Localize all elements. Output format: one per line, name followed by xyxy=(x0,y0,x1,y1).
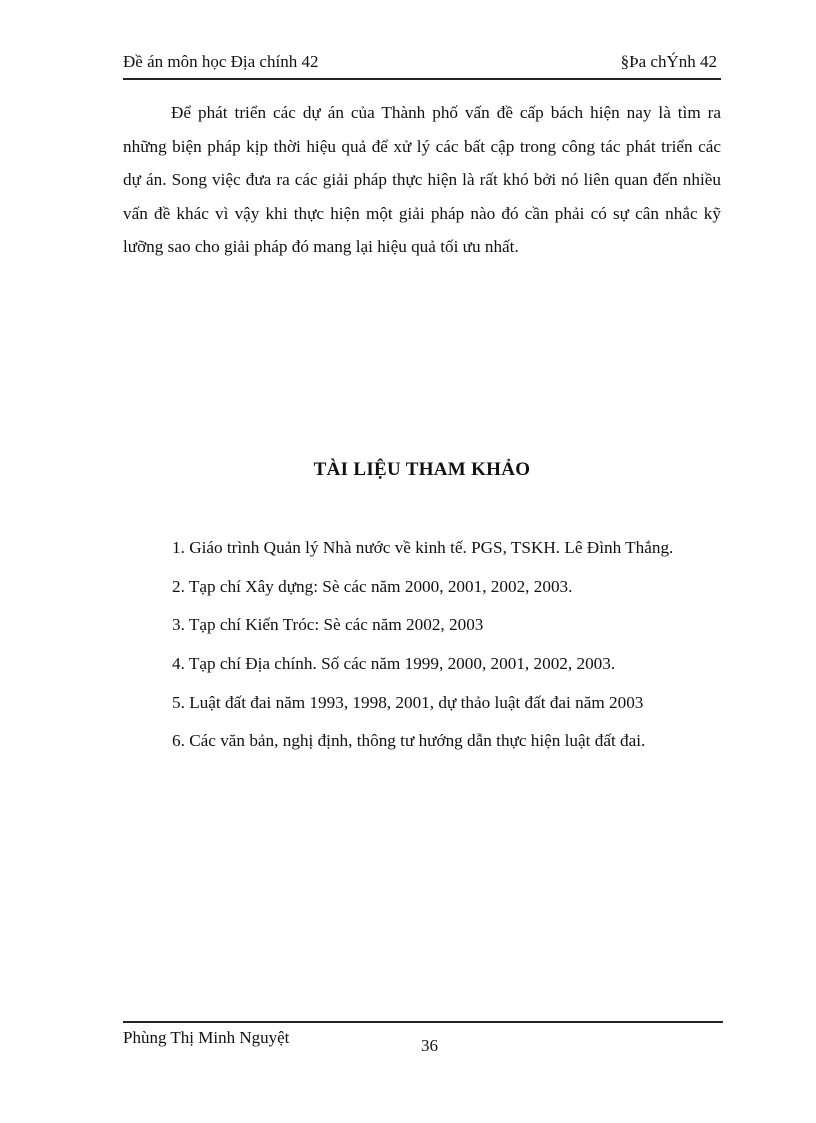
header-course: §Þa chÝnh 42 xyxy=(620,52,717,71)
page-number: 36 xyxy=(421,1036,438,1055)
references-list xyxy=(172,537,732,769)
footer-author: Phùng Thị Minh Nguyệt xyxy=(123,1028,290,1047)
reference-item: 3. Tạp chí Kiến Tróc: Sè các năm 2002, 2003 xyxy=(172,615,484,635)
reference-item: 6. Các văn bản, nghị định, thông tư hướng dẫn thực hiện luật đất đai. xyxy=(172,731,646,751)
reference-item: 4. Tạp chí Địa chính. Số các năm 1999, 2000, 2001, 2002, 2003. xyxy=(172,654,616,674)
body-paragraph: Để phát triển các dự án của Thành phố vấn đề cấp bách hiện nay là tìm ra những biện pháp kịp thời hiệu quả để xử lý các bất cập trong công tác phát triển các dự án. Song việc đưa ra các giải pháp thực hiện là rất khó bởi nó liên quan đến nhiều vấn đề khác vì vậy khi thực hiện một giải pháp nào đó cần phải có sự cân nhắc kỹ lưỡng sao cho giải pháp đó mang lại hiệu quả tối ưu nhất. xyxy=(123,103,721,256)
footer-divider xyxy=(123,1021,723,1023)
reference-item: 2. Tạp chí Xây dựng: Sè các năm 2000, 2001, 2002, 2003. xyxy=(172,576,573,596)
reference-item: 1. Giáo trình Quản lý Nhà nước về kinh tế. PGS, TSKH. Lê Đình Thắng. xyxy=(172,538,674,557)
references-title: TÀI LIỆU THAM KHẢO xyxy=(313,459,531,480)
reference-item: 5. Luật đất đai năm 1993, 1998, 2001, dự thảo luật đất đai năm 2003 xyxy=(172,692,644,712)
header-title: Đề án môn học Địa chính 42 xyxy=(123,52,319,71)
page-header xyxy=(123,52,721,80)
